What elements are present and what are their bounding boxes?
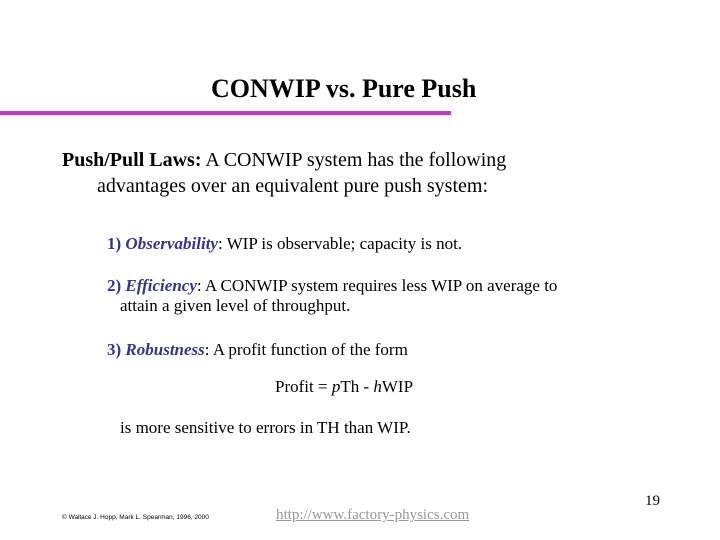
- website-link[interactable]: http://www.factory-physics.com: [276, 507, 470, 523]
- slide-title-text: CONWIP vs. Pure Push: [211, 74, 477, 103]
- intro-lead: Push/Pull Laws:: [62, 149, 202, 171]
- advantage-item-efficiency: [107, 276, 558, 315]
- sensitivity-note: is more sensitive to errors in TH than WIP.: [120, 418, 411, 437]
- page-number: 19: [645, 493, 660, 509]
- intro-text-line1: A CONWIP system has the following: [201, 149, 507, 171]
- title-underline: [0, 111, 451, 115]
- item-text: : A CONWIP system requires less WIP on average to: [196, 276, 558, 295]
- item-term: Observability: [125, 234, 218, 253]
- item-text-continuation: attain a given level of throughput.: [120, 296, 351, 315]
- formula-part: WIP: [381, 377, 414, 396]
- copyright-notice: © Wallace J. Hopp, Mark L. Spearman, 1996, 2000: [62, 514, 209, 521]
- item-text: : A profit function of the form: [204, 340, 408, 359]
- advantage-item-observability: [107, 234, 462, 254]
- formula-part: Profit =: [275, 377, 332, 396]
- formula-var-p: p: [331, 377, 341, 396]
- item-term: Efficiency: [125, 276, 197, 295]
- item-number: 2): [107, 276, 122, 295]
- profit-formula: [275, 377, 413, 397]
- intro-paragraph: [62, 148, 507, 197]
- item-term: Robustness: [125, 340, 205, 359]
- intro-text-line2: advantages over an equivalent pure push system:: [97, 175, 488, 197]
- advantage-item-robustness: [107, 340, 408, 360]
- formula-var-h: h: [373, 377, 382, 396]
- formula-part: Th -: [340, 377, 374, 396]
- item-number: 1): [107, 234, 122, 253]
- item-text: : WIP is observable; capacity is not.: [217, 234, 463, 253]
- item-number: 3): [107, 340, 122, 359]
